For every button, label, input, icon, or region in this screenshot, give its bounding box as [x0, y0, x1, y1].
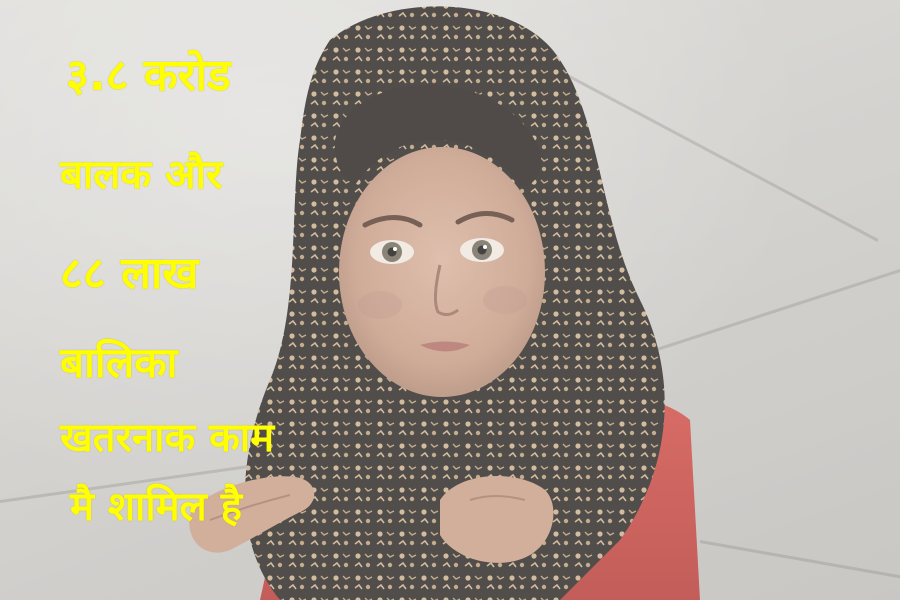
caption-line-girls: बालिका — [60, 338, 178, 387]
caption-line-dangerous-work: खतरनाक काम — [60, 415, 275, 461]
caption-line-boys: बालक और — [60, 152, 223, 198]
caption-line-involved: मै शामिल है — [70, 484, 242, 530]
caption-line-crore: ३.८ करोड — [66, 50, 231, 101]
caption-line-lakh: ८८ लाख — [60, 248, 199, 299]
